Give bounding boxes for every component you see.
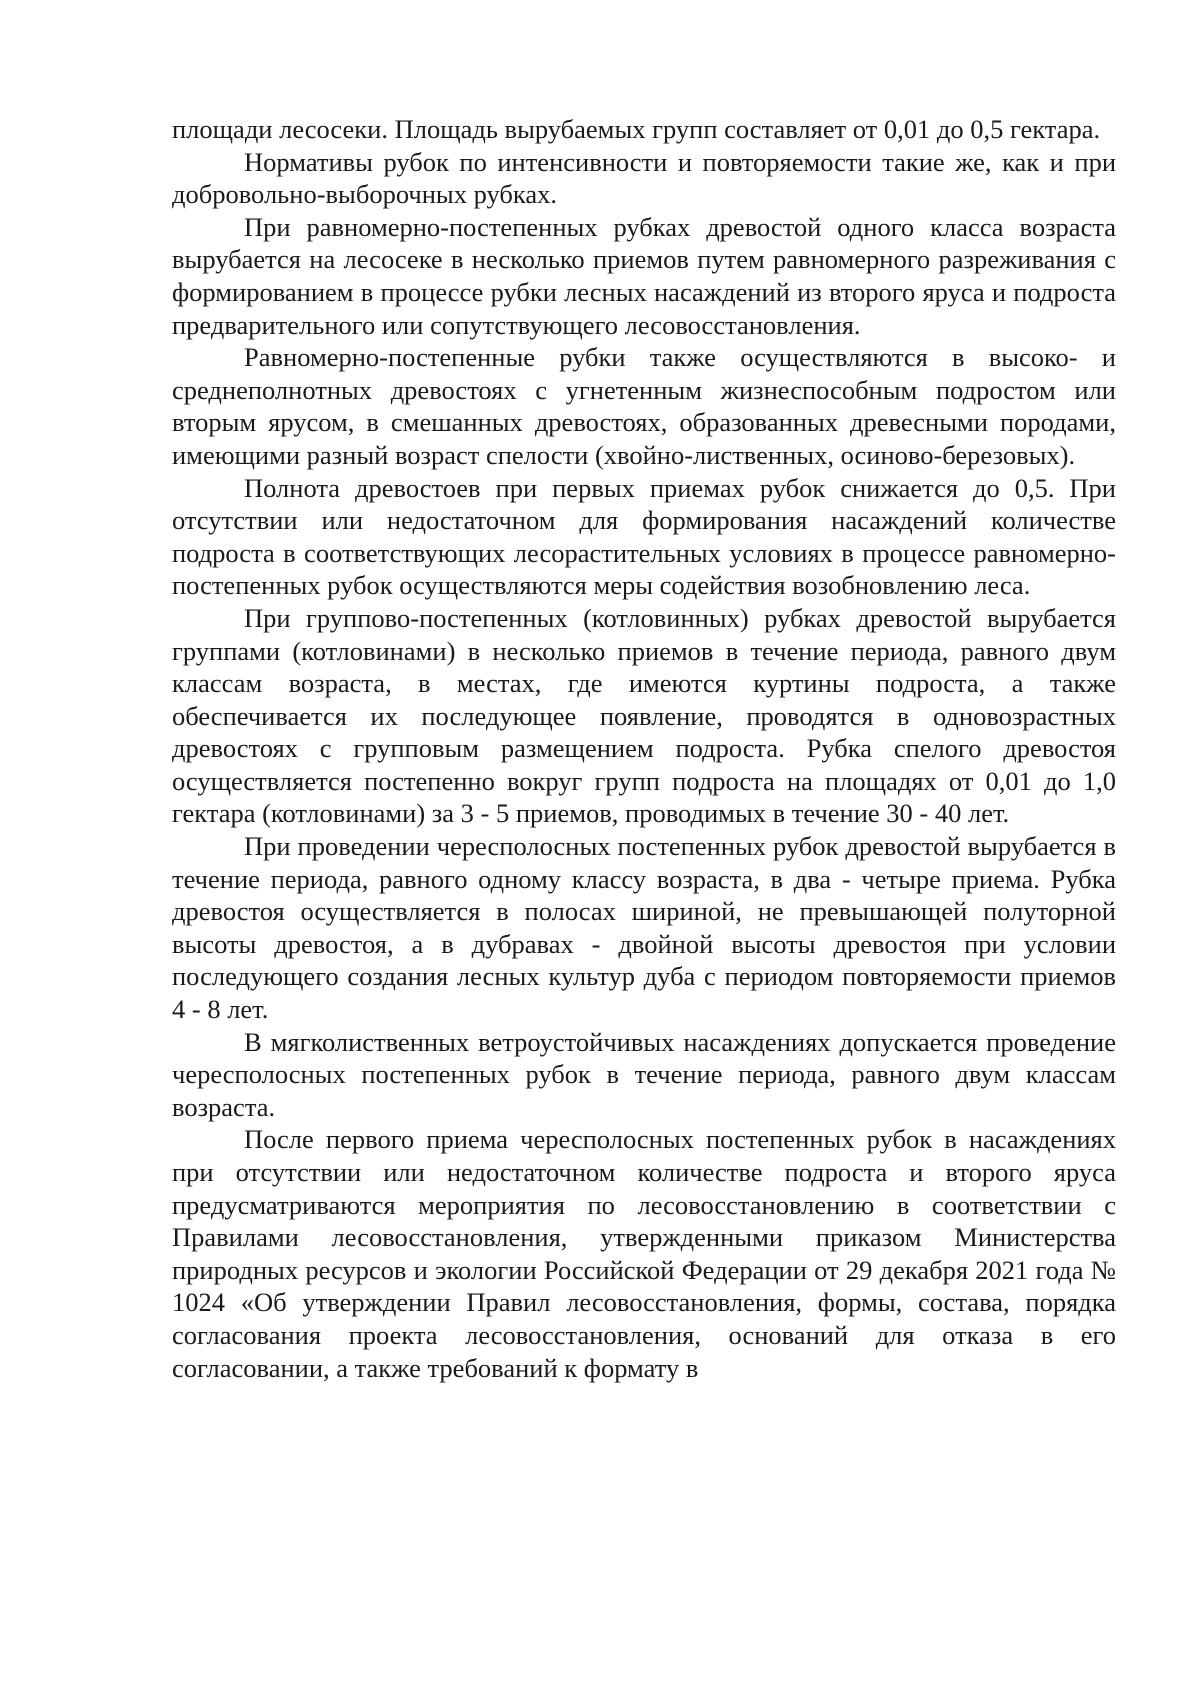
document-body	[172, 113, 1116, 1384]
paragraph-uniform-gradual: При равномерно-постепенных рубках древостой одного класса возраста вырубается на лесосеке в несколько приемов путем равномерного разреживания с формированием в процессе рубки лесных насаждений из второго яруса и подроста предварительного или сопутствующего лесовосстановления.	[172, 211, 1116, 340]
paragraph-softwood: В мягколиственных ветроустойчивых насаждениях допускается проведение чересполосных постепенных рубок в течение периода, равного двум классам возраста.	[172, 1026, 1116, 1122]
paragraph-reforestation: После первого приема чересполосных постепенных рубок в насаждениях при отсутствии или недостаточном количестве подроста и второго яруса предусматриваются мероприятия по лесовосстановлению в соответствии с Правилами лесовосстановления, утвержденными приказом Министерства природных ресурсов и экологии Российской Федерации от 29 декабря 2021 года № 1024 «Об утверждении Правил лесовосстановления, формы, состава, порядка согласования проекта лесовосстановления, оснований для отказа в его согласовании, а также требований к формату в	[172, 1124, 1116, 1383]
paragraph-norms: Нормативы рубок по интенсивности и повторяемости такие же, как и при добровольно-выборочных рубках.	[172, 146, 1116, 210]
paragraph-continuation: площади лесосеки. Площадь вырубаемых групп составляет от 0,01 до 0,5 гектара.	[172, 114, 1101, 144]
paragraph-density: Полнота древостоев при первых приемах рубок снижается до 0,5. При отсутствии или недостаточном для формирования насаждений количестве подроста в соответствующих лесорастительных условиях в процессе равномерно-постепенных рубок осуществляются меры содействия возобновлению леса.	[172, 472, 1116, 601]
paragraph-strip-gradual: При проведении чересполосных постепенных рубок древостой вырубается в течение периода, равного одному классу возраста, в два - четыре приема. Рубка древостоя осуществляется в полосах шириной, не превышающей полуторной высоты древостоя, а в дубравах - двойной высоты древостоя при условии последующего создания лесных культур дуба с периодом повторяемости приемов 4 - 8 лет.	[172, 831, 1116, 1025]
paragraph-uniform-gradual-stands: Равномерно-постепенные рубки также осуществляются в высоко- и среднеполнотных древостоях с угнетенным жизнеспособным подростом или вторым ярусом, в смешанных древостоях, образованных древесными породами, имеющими разный возраст спелости (хвойно-лиственных, осиново-березовых).	[172, 342, 1116, 470]
paragraph-group-gradual: При группово-постепенных (котловинных) рубках древостой вырубается группами (котловинами) в несколько приемов в течение периода, равного двум классам возраста, в местах, где имеются куртины подроста, а также обеспечивается их последующее появление, проводятся в одновозрастных древостоях с групповым размещением подроста. Рубка спелого древостоя осуществляется постепенно вокруг групп подроста на площадях от 0,01 до 1,0 гектара (котловинами) за 3 - 5 приемов, проводимых в течение 30 - 40 лет.	[172, 602, 1116, 829]
